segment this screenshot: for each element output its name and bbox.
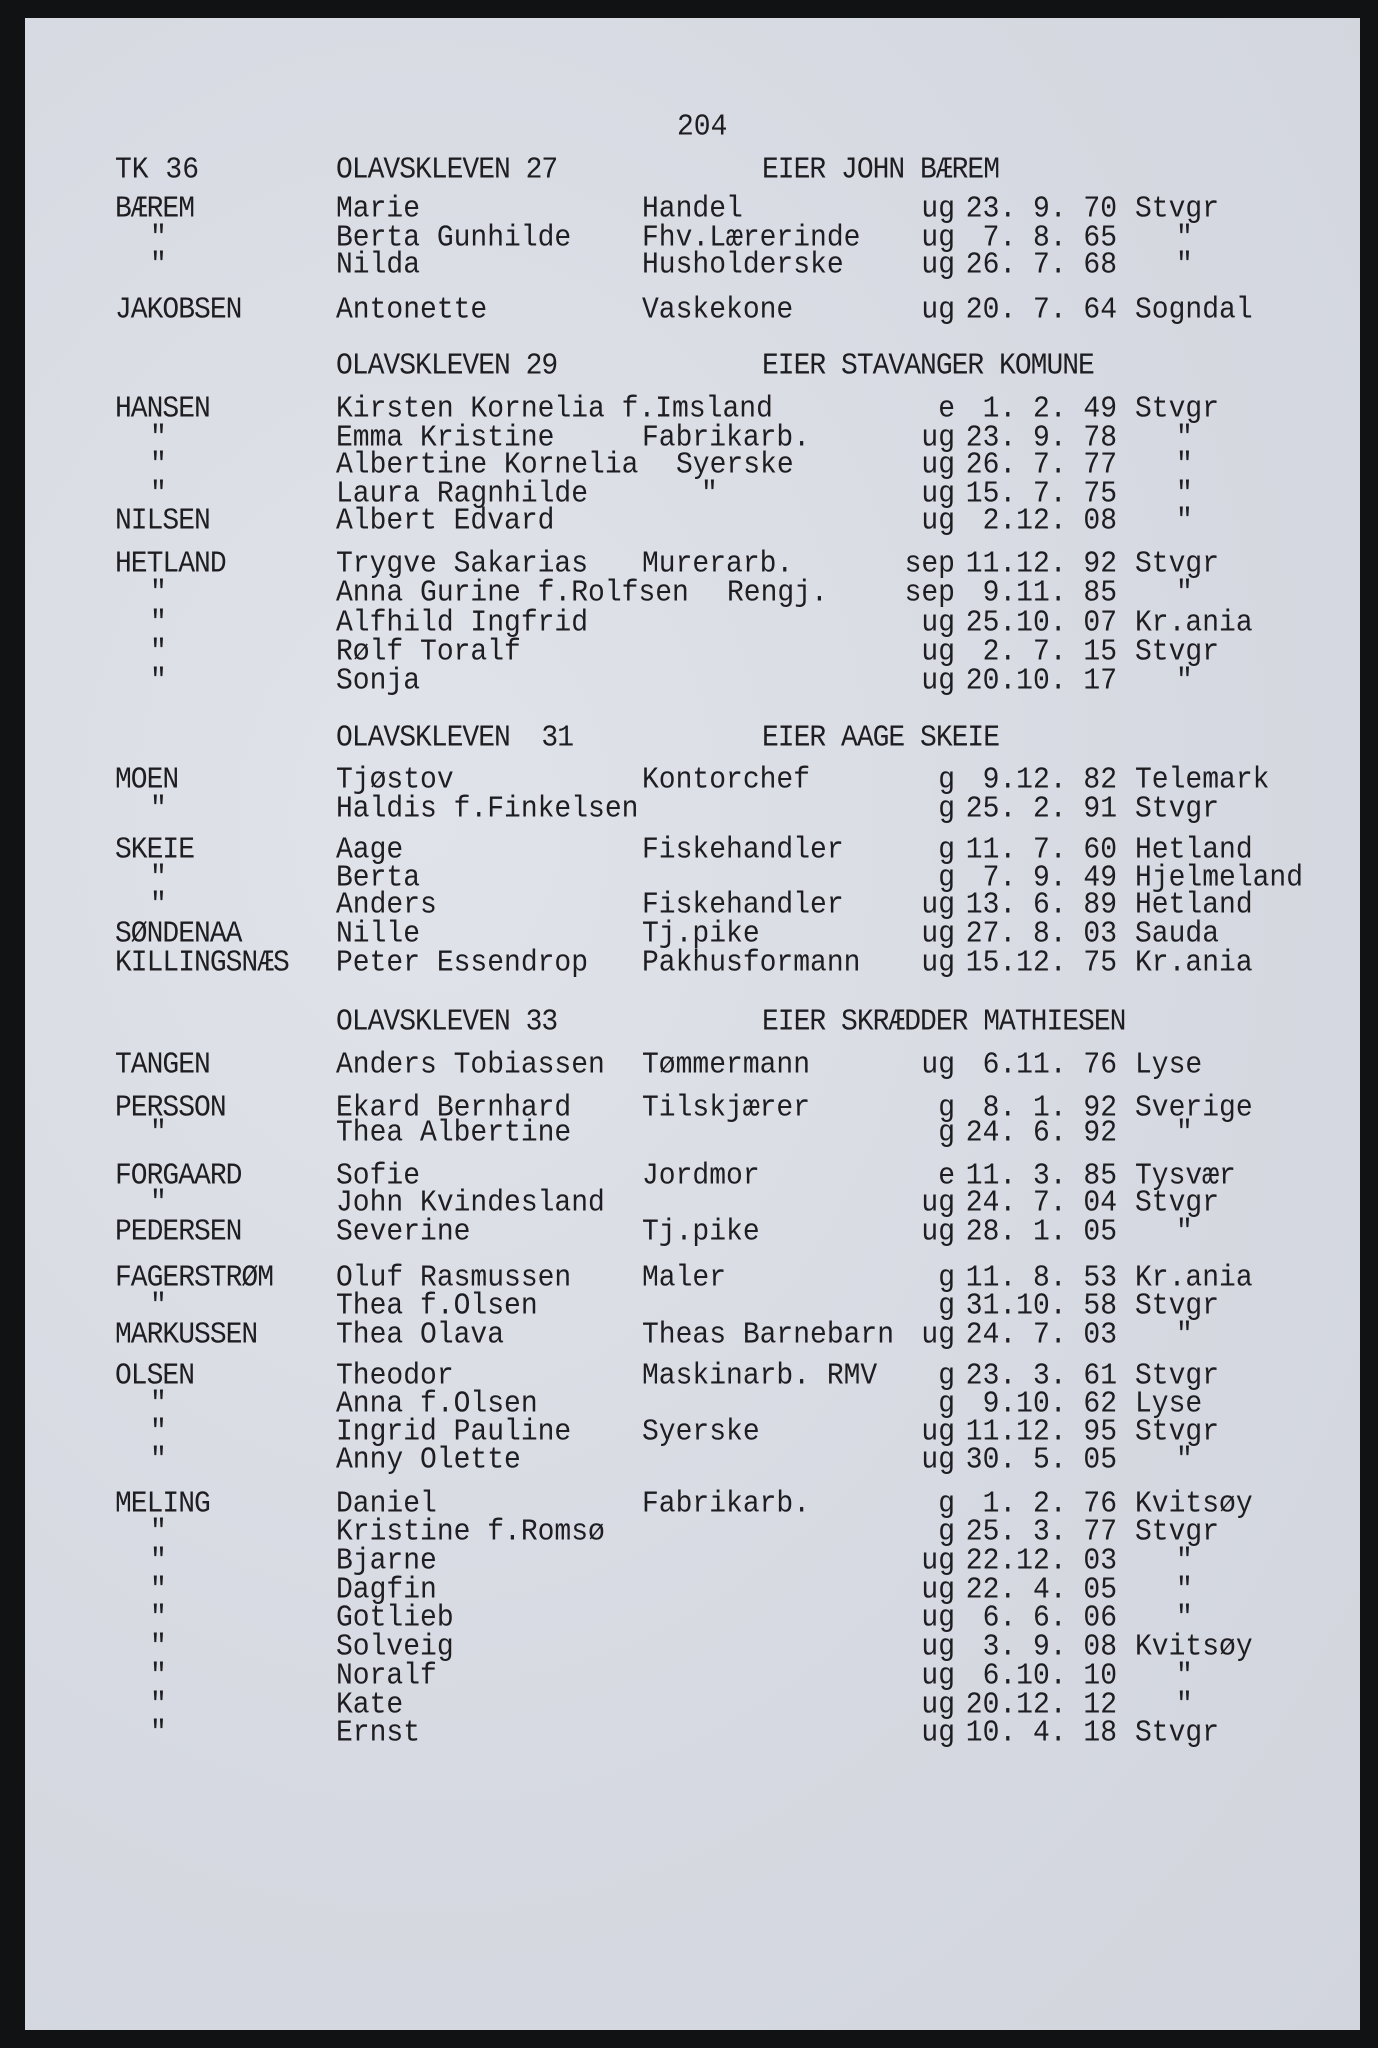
occupation: Pakhusformann	[642, 946, 861, 981]
given-name: Nille	[336, 917, 421, 952]
given-name: Solveig	[336, 1630, 454, 1665]
given-name: Sonja	[336, 664, 421, 699]
birth-date: 20.12. 12	[965, 1688, 1117, 1723]
given-name: Antonette	[336, 293, 488, 328]
birthplace: Stvgr	[1135, 192, 1220, 227]
birthplace: "	[1176, 1544, 1193, 1579]
surname: HETLAND	[115, 547, 226, 582]
marital-status: g	[938, 1359, 955, 1394]
birth-date: 22. 4. 05	[965, 1573, 1117, 1608]
surname: "	[150, 792, 166, 827]
birth-date: 26. 7. 77	[965, 448, 1117, 483]
occupation: Handel	[642, 192, 743, 227]
surname: "	[150, 635, 166, 670]
marital-status: ug	[921, 1573, 955, 1608]
marital-status: ug	[921, 1544, 955, 1579]
birthplace: Hjelmeland	[1135, 861, 1304, 896]
surname: "	[150, 1289, 166, 1324]
given-name: Marie	[336, 192, 421, 227]
birthplace: Sverige	[1135, 1091, 1253, 1126]
marital-status: ug	[921, 1688, 955, 1723]
birth-date: 20. 7. 64	[965, 293, 1117, 328]
birthplace: "	[1176, 448, 1193, 483]
birth-date: 7. 9. 49	[982, 861, 1117, 896]
given-name: John Kvindesland	[336, 1186, 605, 1221]
marital-status: sep	[904, 576, 955, 611]
birth-date: 25. 2. 91	[965, 792, 1117, 827]
birth-date: 27. 8. 03	[965, 917, 1117, 952]
given-name: Oluf Rasmussen	[336, 1261, 572, 1296]
birth-date: 2.12. 08	[982, 504, 1117, 539]
birth-date: 25. 3. 77	[965, 1515, 1117, 1550]
birthplace: "	[1176, 664, 1193, 699]
marital-status: g	[938, 1387, 955, 1422]
given-name: Berta Gunhilde	[336, 221, 572, 256]
given-name: Laura Ragnhilde	[336, 477, 589, 512]
surname: "	[150, 606, 166, 641]
birthplace: Kvitsøy	[1135, 1487, 1253, 1522]
birthplace: "	[1176, 1318, 1193, 1353]
marital-status: ug	[921, 1659, 955, 1694]
marital-status: ug	[921, 1415, 955, 1450]
birthplace: Stvgr	[1135, 1716, 1220, 1751]
surname: "	[150, 1443, 166, 1478]
surname: BÆREM	[115, 192, 195, 227]
birthplace: "	[1176, 1215, 1193, 1250]
surname: "	[150, 1415, 166, 1450]
marital-status: ug	[921, 888, 955, 923]
marital-status: ug	[921, 1601, 955, 1636]
owner-heading: EIER JOHN BÆREM	[762, 153, 1000, 188]
marital-status: g	[938, 1261, 955, 1296]
surname: OLSEN	[115, 1359, 195, 1394]
marital-status: ug	[921, 221, 955, 256]
occupation: Fiskehandler	[642, 888, 844, 923]
surname: "	[150, 861, 166, 896]
surname: "	[150, 477, 166, 512]
birthplace: Stvgr	[1135, 1515, 1220, 1550]
birth-date: 6. 6. 06	[982, 1601, 1117, 1636]
given-name: Albert Edvard	[336, 504, 555, 539]
birth-date: 26. 7. 68	[965, 248, 1117, 283]
given-name: Kirsten Kornelia f.Imsland	[336, 392, 773, 427]
given-name: Aage	[336, 833, 404, 868]
birth-date: 9.11. 85	[982, 576, 1117, 611]
birthplace: "	[1176, 1573, 1193, 1608]
birth-date: 1. 2. 76	[982, 1487, 1117, 1522]
given-name: Bjarne	[336, 1544, 437, 1579]
given-name: Noralf	[336, 1659, 437, 1694]
street-heading: OLAVSKLEVEN 31	[336, 721, 574, 756]
surname: TANGEN	[115, 1048, 210, 1083]
birth-date: 13. 6. 89	[965, 888, 1117, 923]
surname: JAKOBSEN	[115, 293, 242, 328]
birthplace: Telemark	[1135, 763, 1270, 798]
given-name: Rølf Toralf	[336, 635, 521, 670]
marital-status: g	[938, 1289, 955, 1324]
birthplace: Hetland	[1135, 888, 1253, 923]
surname: "	[150, 1659, 166, 1694]
birth-date: 20.10. 17	[965, 664, 1117, 699]
surname: "	[150, 1515, 166, 1550]
given-name: Daniel	[336, 1487, 437, 1522]
occupation: Theas Barnebarn	[642, 1318, 895, 1353]
district-code: TK 36	[115, 153, 200, 188]
marital-status: ug	[921, 606, 955, 641]
surname: MARKUSSEN	[115, 1318, 258, 1353]
birth-date: 28. 1. 05	[965, 1215, 1117, 1250]
birthplace: "	[1176, 421, 1193, 456]
marital-status: ug	[921, 293, 955, 328]
marital-status: ug	[921, 1215, 955, 1250]
owner-heading: EIER SKRÆDDER MATHIESEN	[762, 1005, 1126, 1040]
birthplace: "	[1176, 248, 1193, 283]
birthplace: "	[1176, 1688, 1193, 1723]
marital-status: e	[938, 392, 955, 427]
birthplace: Stvgr	[1135, 1186, 1220, 1221]
surname: "	[150, 1186, 166, 1221]
given-name: Berta	[336, 861, 421, 896]
marital-status: sep	[904, 547, 955, 582]
birth-date: 23. 9. 78	[965, 421, 1117, 456]
birthplace: Stvgr	[1135, 1289, 1220, 1324]
birthplace: Stvgr	[1135, 392, 1220, 427]
occupation: Rengj.	[727, 576, 828, 611]
given-name: Theodor	[336, 1359, 454, 1394]
birthplace: Stvgr	[1135, 1415, 1220, 1450]
marital-status: ug	[921, 1186, 955, 1221]
marital-status: ug	[921, 1630, 955, 1665]
birthplace: "	[1176, 576, 1193, 611]
given-name: Nilda	[336, 248, 421, 283]
surname: "	[150, 1601, 166, 1636]
marital-status: ug	[921, 248, 955, 283]
birth-date: 11. 3. 85	[965, 1159, 1117, 1194]
birthplace: "	[1176, 504, 1193, 539]
birth-date: 9.12. 82	[982, 763, 1117, 798]
surname: MOEN	[115, 763, 179, 798]
occupation: Tømmermann	[642, 1048, 811, 1083]
occupation: Tj.pike	[642, 1215, 760, 1250]
marital-status: g	[938, 1487, 955, 1522]
birth-date: 24. 7. 04	[965, 1186, 1117, 1221]
given-name: Gotlieb	[336, 1601, 454, 1636]
surname: SKEIE	[115, 833, 195, 868]
birthplace: Kvitsøy	[1135, 1630, 1253, 1665]
marital-status: ug	[921, 917, 955, 952]
marital-status: g	[938, 792, 955, 827]
birthplace: "	[1176, 1443, 1193, 1478]
marital-status: ug	[921, 1318, 955, 1353]
given-name: Anna Gurine f.Rolfsen	[336, 576, 689, 611]
given-name: Thea Olava	[336, 1318, 505, 1353]
birthplace: Kr.ania	[1135, 946, 1253, 981]
birthplace: "	[1176, 221, 1193, 256]
owner-heading: EIER STAVANGER KOMUNE	[762, 349, 1094, 384]
marital-status: ug	[921, 1716, 955, 1751]
surname: HANSEN	[115, 392, 210, 427]
birth-date: 8. 1. 92	[982, 1091, 1117, 1126]
surname: "	[150, 576, 166, 611]
occupation: Syerske	[676, 448, 794, 483]
occupation: Fabrikarb.	[642, 421, 811, 456]
given-name: Kate	[336, 1688, 404, 1723]
surname: "	[150, 664, 166, 699]
occupation: Husholderske	[642, 248, 844, 283]
birth-date: 11.12. 95	[965, 1415, 1117, 1450]
surname: PERSSON	[115, 1091, 226, 1126]
given-name: Tjøstov	[336, 763, 454, 798]
marital-status: ug	[921, 1443, 955, 1478]
birthplace: Kr.ania	[1135, 1261, 1253, 1296]
birthplace: "	[1176, 1601, 1193, 1636]
surname: MELING	[115, 1487, 210, 1522]
given-name: Anny Olette	[336, 1443, 521, 1478]
surname: "	[150, 448, 166, 483]
birthplace: "	[1176, 1116, 1193, 1151]
marital-status: g	[938, 1515, 955, 1550]
occupation: Murerarb.	[642, 547, 794, 582]
given-name: Thea f.Olsen	[336, 1289, 538, 1324]
marital-status: g	[938, 861, 955, 896]
birth-date: 7. 8. 65	[982, 221, 1117, 256]
surname: "	[150, 1573, 166, 1608]
birth-date: 6.10. 10	[982, 1659, 1117, 1694]
given-name: Dagfin	[336, 1573, 437, 1608]
occupation: Syerske	[642, 1415, 760, 1450]
birth-date: 15. 7. 75	[965, 477, 1117, 512]
marital-status: ug	[921, 504, 955, 539]
surname: "	[150, 1688, 166, 1723]
occupation: Maler	[642, 1261, 727, 1296]
birth-date: 25.10. 07	[965, 606, 1117, 641]
given-name: Severine	[336, 1215, 471, 1250]
birthplace: Stvgr	[1135, 635, 1220, 670]
birthplace: Stvgr	[1135, 547, 1220, 582]
birth-date: 6.11. 76	[982, 1048, 1117, 1083]
marital-status: e	[938, 1159, 955, 1194]
birthplace: Stvgr	[1135, 1359, 1220, 1394]
birth-date: 30. 5. 05	[965, 1443, 1117, 1478]
marital-status: ug	[921, 1048, 955, 1083]
given-name: Alfhild Ingfrid	[336, 606, 589, 641]
marital-status: ug	[921, 192, 955, 227]
birth-date: 11. 8. 53	[965, 1261, 1117, 1296]
surname: KILLINGSNÆS	[115, 946, 289, 981]
marital-status: g	[938, 1091, 955, 1126]
birth-date: 11. 7. 60	[965, 833, 1117, 868]
given-name: Albertine Kornelia	[336, 448, 639, 483]
given-name: Kristine f.Romsø	[336, 1515, 605, 1550]
birthplace: Hetland	[1135, 833, 1253, 868]
surname: "	[150, 221, 166, 256]
surname: "	[150, 1716, 166, 1751]
surname: "	[150, 1387, 166, 1422]
surname: PEDERSEN	[115, 1215, 242, 1250]
given-name: Ernst	[336, 1716, 421, 1751]
birthplace: Stvgr	[1135, 792, 1220, 827]
birthplace: Sauda	[1135, 917, 1220, 952]
surname: "	[150, 888, 166, 923]
given-name: Peter Essendrop	[336, 946, 589, 981]
surname: "	[150, 248, 166, 283]
marital-status: ug	[921, 664, 955, 699]
marital-status: ug	[921, 477, 955, 512]
occupation: Fiskehandler	[642, 833, 844, 868]
occupation: Fhv.Lærerinde	[642, 221, 861, 256]
marital-status: ug	[921, 635, 955, 670]
birth-date: 2. 7. 15	[982, 635, 1117, 670]
occupation: Tj.pike	[642, 917, 760, 952]
birth-date: 23. 9. 70	[965, 192, 1117, 227]
surname: "	[150, 1116, 166, 1151]
surname: NILSEN	[115, 504, 210, 539]
owner-heading: EIER AAGE SKEIE	[762, 721, 1000, 756]
marital-status: ug	[921, 946, 955, 981]
given-name: Haldis f.Finkelsen	[336, 792, 639, 827]
birthplace: Kr.ania	[1135, 606, 1253, 641]
birth-date: 10. 4. 18	[965, 1716, 1117, 1751]
street-heading: OLAVSKLEVEN 27	[336, 153, 558, 188]
birth-date: 3. 9. 08	[982, 1630, 1117, 1665]
given-name: Trygve Sakarias	[336, 547, 589, 582]
surname: "	[150, 421, 166, 456]
birth-date: 15.12. 75	[965, 946, 1117, 981]
given-name: Anders	[336, 888, 437, 923]
street-heading: OLAVSKLEVEN 33	[336, 1005, 558, 1040]
occupation: Fabrikarb.	[642, 1487, 811, 1522]
birth-date: 24. 6. 92	[965, 1116, 1117, 1151]
marital-status: ug	[921, 448, 955, 483]
occupation: Tilskjærer	[642, 1091, 811, 1126]
given-name: Ingrid Pauline	[336, 1415, 572, 1450]
birthplace: Tysvær	[1135, 1159, 1236, 1194]
birth-date: 1. 2. 49	[982, 392, 1117, 427]
given-name: Anna f.Olsen	[336, 1387, 538, 1422]
occupation: Maskinarb. RMV	[642, 1359, 878, 1394]
marital-status: g	[938, 763, 955, 798]
page-number: 204	[677, 110, 728, 145]
marital-status: ug	[921, 421, 955, 456]
surname: "	[150, 1544, 166, 1579]
given-name: Emma Kristine	[336, 421, 555, 456]
birth-date: 11.12. 92	[965, 547, 1117, 582]
birth-date: 24. 7. 03	[965, 1318, 1117, 1353]
occupation: "	[701, 477, 718, 512]
birthplace: Lyse	[1135, 1387, 1203, 1422]
occupation: Kontorchef	[642, 763, 811, 798]
birth-date: 22.12. 03	[965, 1544, 1117, 1579]
given-name: Anders Tobiassen	[336, 1048, 605, 1083]
birth-date: 23. 3. 61	[965, 1359, 1117, 1394]
given-name: Thea Albertine	[336, 1116, 572, 1151]
surname: FAGERSTRØM	[115, 1261, 274, 1296]
birth-date: 31.10. 58	[965, 1289, 1117, 1324]
birthplace: Lyse	[1135, 1048, 1203, 1083]
street-heading: OLAVSKLEVEN 29	[336, 349, 558, 384]
occupation: Jordmor	[642, 1159, 760, 1194]
birth-date: 9.10. 62	[982, 1387, 1117, 1422]
surname: SØNDENAA	[115, 917, 242, 952]
given-name: Sofie	[336, 1159, 421, 1194]
occupation: Vaskekone	[642, 293, 794, 328]
marital-status: g	[938, 833, 955, 868]
given-name: Ekard Bernhard	[336, 1091, 572, 1126]
marital-status: g	[938, 1116, 955, 1151]
birthplace: "	[1176, 477, 1193, 512]
birthplace: "	[1176, 1659, 1193, 1694]
birthplace: Sogndal	[1135, 293, 1253, 328]
surname: FORGAARD	[115, 1159, 242, 1194]
surname: "	[150, 1630, 166, 1665]
